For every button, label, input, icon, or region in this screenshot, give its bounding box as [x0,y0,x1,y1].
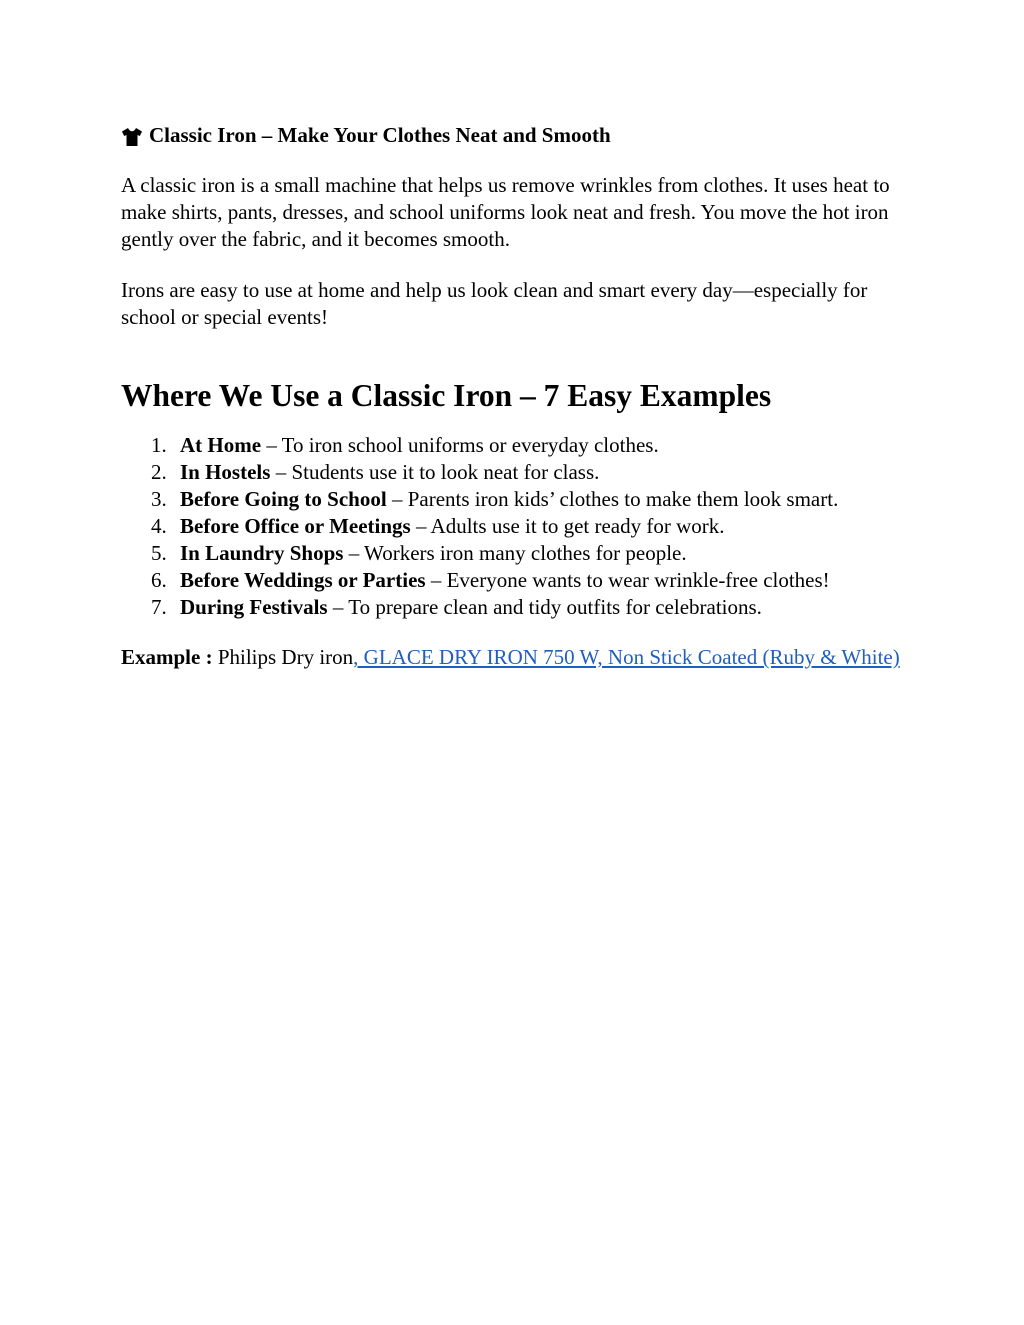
list-item-description: – Parents iron kids’ clothes to make them look smart. [386,487,839,511]
page-title-text: Classic Iron – Make Your Clothes Neat and Smooth [149,123,611,147]
list-item-term: Before Weddings or Parties [180,568,426,592]
list-item-term: At Home [180,433,262,457]
list-item-number: 5. [151,541,167,565]
list-item [121,567,911,594]
list-item-description: – To iron school uniforms or everyday clothes. [261,433,659,457]
example-label: Example : [121,645,213,669]
product-link[interactable]: , GLACE DRY IRON 750 W, Non Stick Coated (Ruby & White) [353,645,900,669]
list-item [121,513,911,540]
list-item-description: – Adults use it to get ready for work. [410,514,725,538]
section-heading: Where We Use a Classic Iron – 7 Easy Examples [121,378,772,413]
tshirt-icon [121,127,143,147]
list-item [121,594,911,621]
list-item-description: – Students use it to look neat for class. [270,460,600,484]
document-page [121,122,911,671]
list-item [121,432,911,459]
list-item-description: – Workers iron many clothes for people. [343,541,687,565]
list-item-description: – To prepare clean and tidy outfits for celebrations. [327,595,762,619]
list-item [121,459,911,486]
list-item [121,486,911,513]
list-item-description: – Everyone wants to wear wrinkle-free clothes! [425,568,830,592]
list-item-term: Before Going to School [180,487,387,511]
page-title [121,122,911,149]
list-item-number: 1. [151,433,167,457]
list-item-number: 6. [151,568,167,592]
list-item-number: 7. [151,595,167,619]
example-text: Philips Dry iron [212,645,354,669]
list-item [121,540,911,567]
intro-paragraph: Irons are easy to use at home and help us look clean and smart every day—especially for school or special events! [121,278,868,329]
list-item-term: During Festivals [180,595,328,619]
list-item-term: In Hostels [180,460,271,484]
list-item-number: 2. [151,460,167,484]
list-item-term: Before Office or Meetings [180,514,411,538]
examples-list [121,432,911,621]
example-line [121,644,911,671]
list-item-number: 4. [151,514,167,538]
list-item-number: 3. [151,487,167,511]
list-item-term: In Laundry Shops [180,541,344,565]
intro-paragraph: A classic iron is a small machine that helps us remove wrinkles from clothes. It uses heat to make shirts, pants, dresses, and school uniforms look neat and fresh. You move the hot iron gently over the fabric, and it becomes smooth. [121,173,890,251]
